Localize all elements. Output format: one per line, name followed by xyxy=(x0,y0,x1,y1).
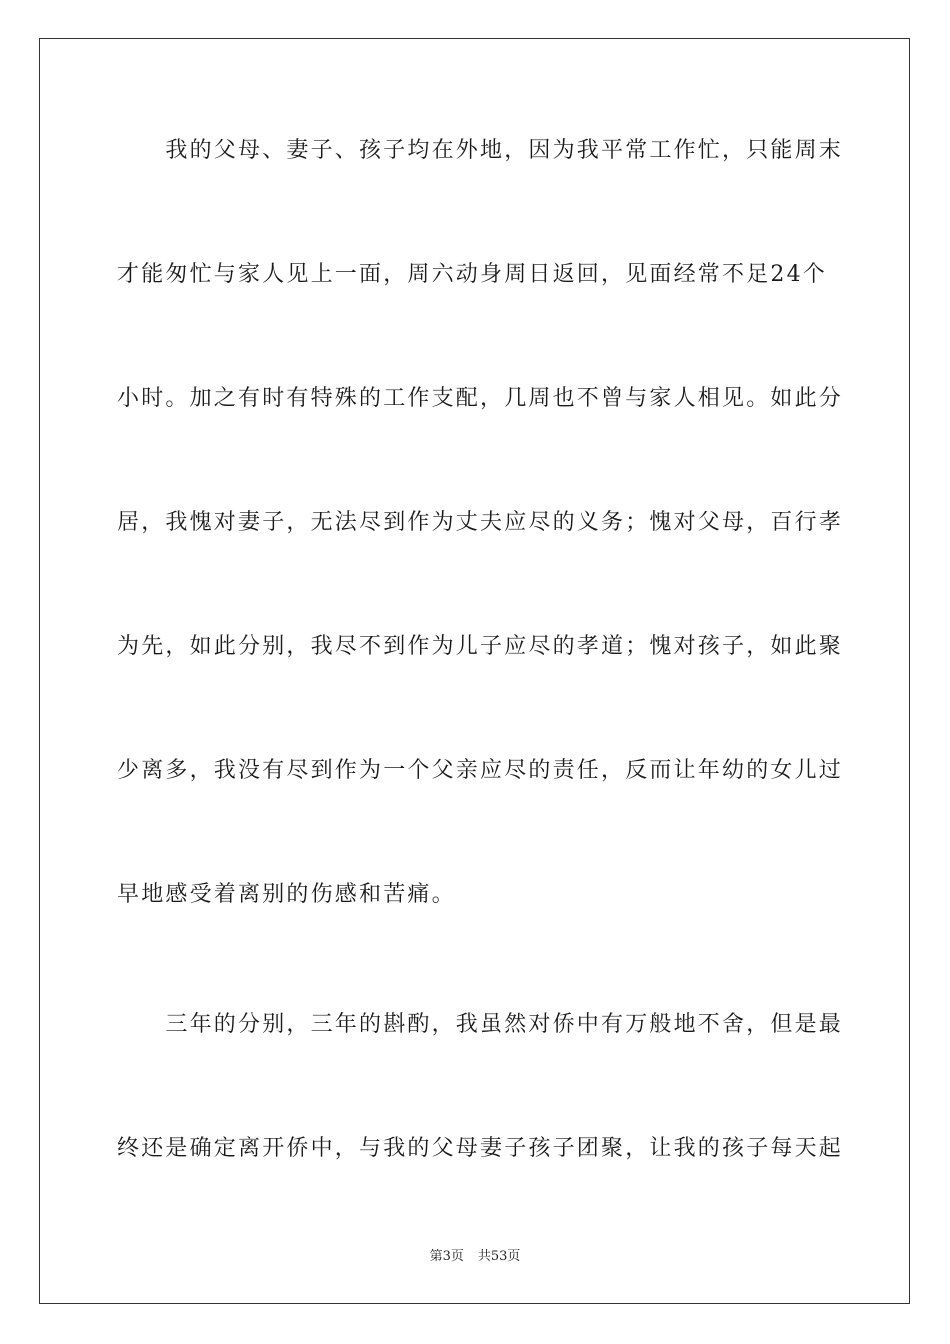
text-line: 我的父母、妻子、孩子均在外地，因为我平常工作忙，只能周末 xyxy=(117,138,844,163)
text-line: 少离多，我没有尽到作为一个父亲应尽的责任，反而让年幼的女儿过 xyxy=(117,758,844,783)
page-footer xyxy=(0,1248,950,1266)
text-line: 小时。加之有时有特殊的工作支配，几周也不曾与家人相见。如此分 xyxy=(117,386,844,411)
text-line: 三年的分别，三年的斟酌，我虽然对侨中有万般地不舍，但是最 xyxy=(117,1012,844,1037)
text-line: 终还是确定离开侨中，与我的父母妻子孩子团聚，让我的孩子每天起 xyxy=(117,1136,844,1161)
page-total: 共53页 xyxy=(477,1249,521,1264)
page-number: 第3页 xyxy=(429,1249,464,1264)
text-line: 为先，如此分别，我尽不到作为儿子应尽的孝道；愧对孩子，如此聚 xyxy=(117,634,844,659)
text-line: 居，我愧对妻子，无法尽到作为丈夫应尽的义务；愧对父母，百行孝 xyxy=(117,510,844,535)
text-line: 早地感受着离别的伤感和苦痛。 xyxy=(117,882,456,907)
text-line: 才能匆忙与家人见上一面，周六动身周日返回，见面经常不足24个 xyxy=(117,262,827,287)
page-border xyxy=(39,38,910,1304)
